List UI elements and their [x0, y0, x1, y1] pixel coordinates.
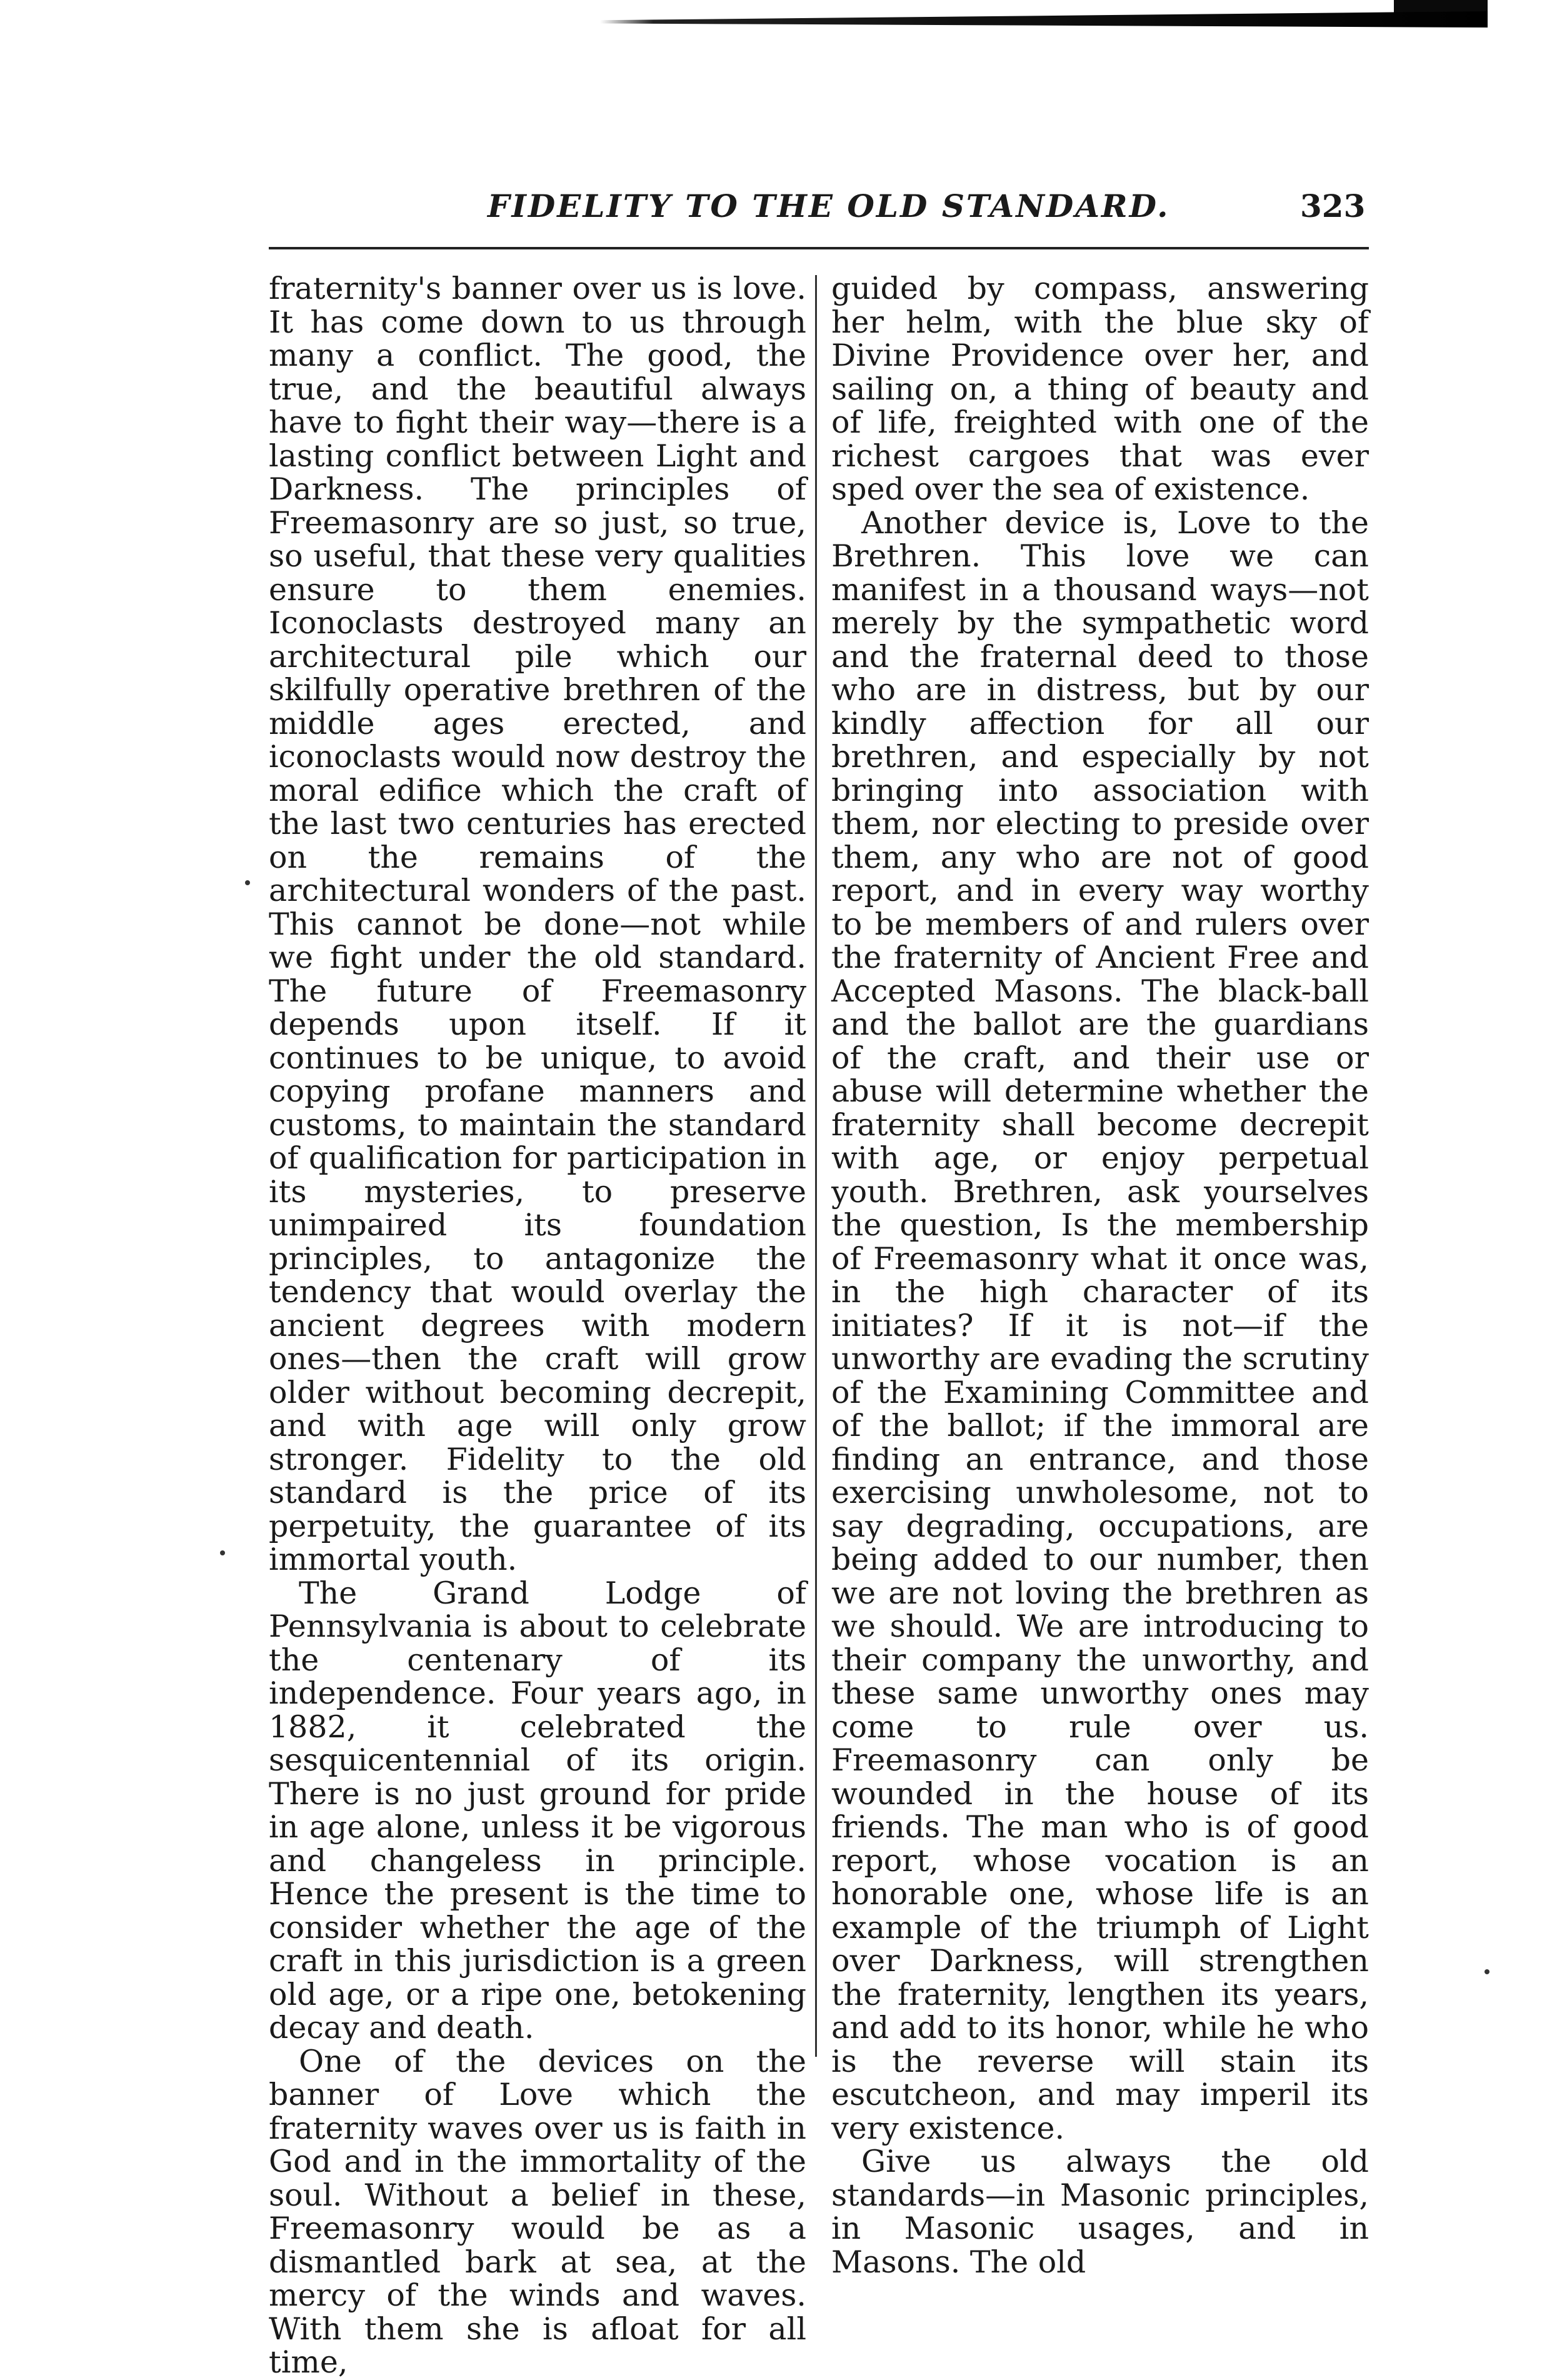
- ink-speck: [220, 1550, 225, 1555]
- page-number: 323: [1300, 188, 1366, 224]
- paragraph: guided by compass, answering her helm, with the blue sky of Divine Providence over her, and sailing on, a thing of beauty and of life, freighted with one of the richest cargoes that was ever sped over the sea of existence.: [831, 271, 1369, 507]
- paragraph: Give us always the old standards—in Masonic principles, in Masonic usages, and in Masons. The old: [831, 2144, 1369, 2280]
- paragraph: One of the devices on the banner of Love which the fraternity waves over us is faith in God and in the immortality of the soul. Without a belief in these, Freemasonry would be as a dismantled bark at sea, at the mercy of the winds and waves. With them she is afloat for all time,: [269, 2043, 806, 2380]
- right-column: [831, 272, 1369, 2279]
- paragraph: Another device is, Love to the Brethren. This love we can manifest in a thousand ways—not merely by the sympathetic word and the fraternal deed to those who are in distress, but by our kindly affection for all our brethren, and especially by not bringing into association with them, nor electing to preside over them, any who are not of good report, and in every way worthy to be members of and rulers over the fraternity of Ancient Free and Accepted Masons. The black-ball and the ballot are the guardians of the craft, and their use or abuse will determine whether the fraternity shall become decrepit with age, or enjoy perpetual youth. Brethren, ask yourselves the question, Is the membership of Freemasonry what it once was, in the high character of its initiates? If it is not—if the unworthy are evading the scrutiny of the Examining Committee and of the ballot; if the immoral are finding an entrance, and those exercising unwholesome, not to say degrading, occupations, are being added to our number, then we are not loving the brethren as we should. We are introducing to their company the unworthy, and these same unworthy ones may come to rule over us. Freemasonry can only be wounded in the house of its friends. The man who is of good report, whose vocation is an honorable one, whose life is an example of the triumph of Light over Darkness, will strengthen the fraternity, lengthen its years, and add to its honor, while he who is the reverse will stain its escutcheon, and may imperil its very existence.: [831, 505, 1369, 2146]
- paragraph: The Grand Lodge of Pennsylvania is about to celebrate the centenary of its independence. Four years ago, in 1882, it celebrated the sesquicentennial of its origin. There is no just ground for pride in age alone, unless it be vigorous and changeless in principle. Hence the present is the time to consider whether the age of the craft in this jurisdiction is a green old age, or a ripe one, betokening decay and death.: [269, 1575, 806, 2046]
- running-title: FIDELITY TO THE OLD STANDARD.: [488, 188, 1170, 224]
- top-edge-rule: [600, 11, 1488, 28]
- ink-speck: [1484, 1969, 1489, 1974]
- header-rule: [269, 247, 1369, 249]
- left-column: [269, 272, 806, 2379]
- ink-speck: [245, 880, 250, 885]
- column-divider: [815, 275, 817, 2057]
- paragraph: fraternity's banner over us is love. It has come down to us through many a conflict. The good, the true, and the beautiful always have to fight their way—there is a lasting conflict between Light and Darkness. The principles of Freemasonry are so just, so true, so useful, that these very qualities ensure to them enemies. Iconoclasts destroyed many an architectural pile which our skilfully operative brethren of the middle ages erected, and iconoclasts would now destroy the moral edifice which the craft of the last two centuries has erected on the remains of the architectural wonders of the past. This cannot be done—not while we fight under the old standard. The future of Freemasonry depends upon itself. If it continues to be unique, to avoid copying profane manners and customs, to maintain the standard of qualification for participation in its mysteries, to preserve unimpaired its foundation principles, to antagonize the tendency that would overlay the ancient degrees with modern ones—then the craft will grow older without becoming decrepit, and with age will only grow stronger. Fidelity to the old standard is the price of its perpetuity, the guarantee of its immortal youth.: [269, 271, 806, 1577]
